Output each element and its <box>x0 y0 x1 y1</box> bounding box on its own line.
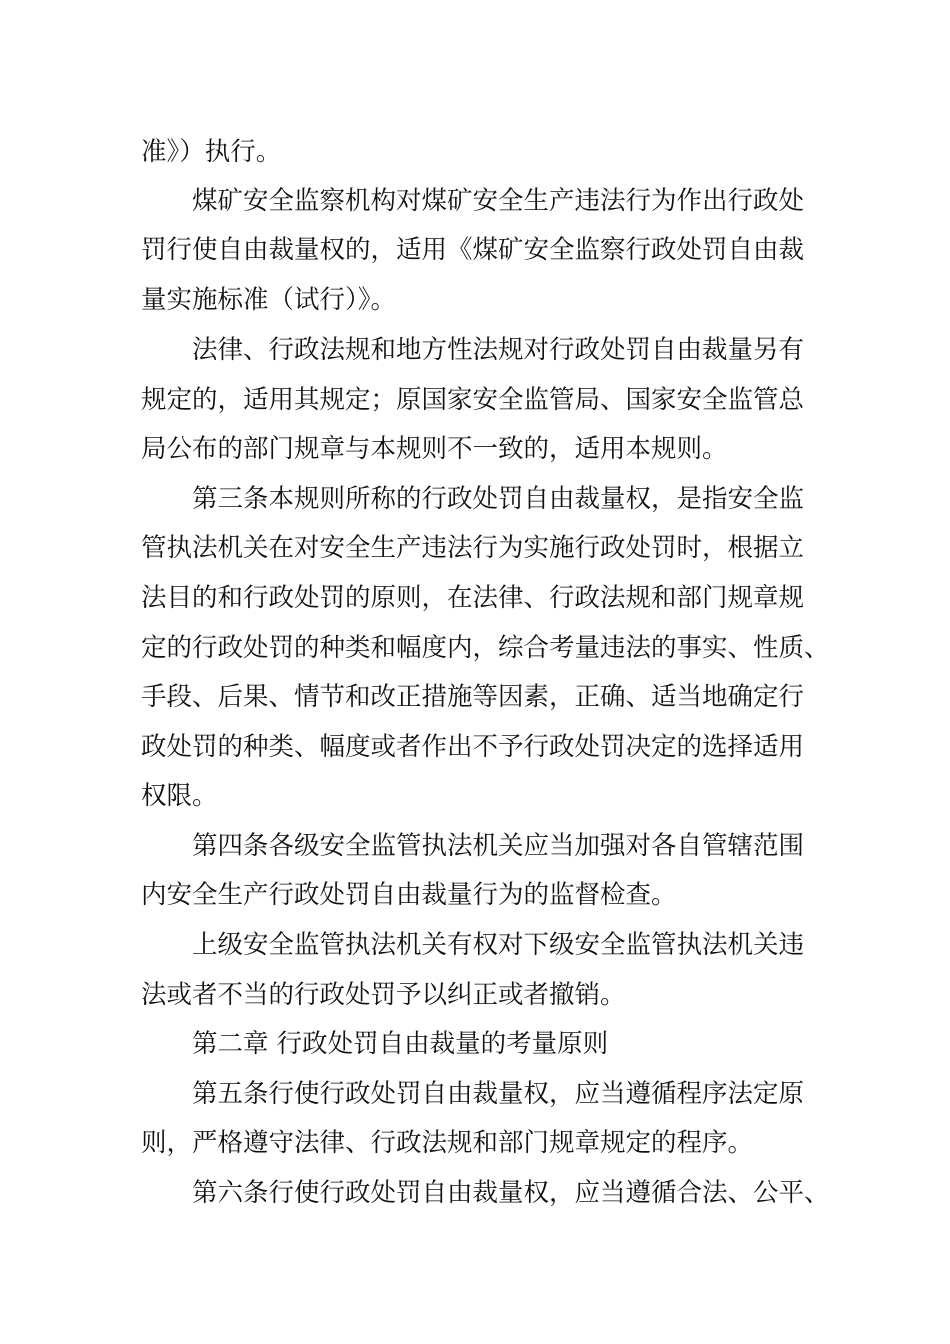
text-line: 权限。 <box>141 781 218 811</box>
text-line: 管执法机关在对安全生产违法行为实施行政处罚时，根据立 <box>141 533 805 563</box>
paragraph-first-line: 第五条行使行政处罚自由裁量权，应当遵循程序法定原 <box>192 1079 805 1109</box>
text-line: 量实施标准（试行）》。 <box>141 285 397 315</box>
text-line: 政处罚的种类、幅度或者作出不予行政处罚决定的选择适用 <box>141 732 805 762</box>
text-line: 内安全生产行政处罚自由裁量行为的监督检查。 <box>141 880 677 910</box>
paragraph-first-line: 煤矿安全监察机构对煤矿安全生产违法行为作出行政处 <box>192 186 805 216</box>
text-line: 局公布的部门规章与本规则不一致的，适用本规则。 <box>141 434 728 464</box>
paragraph-first-line: 第四条各级安全监管执法机关应当加强对各自管辖范围 <box>192 831 805 861</box>
text-line: 定的行政处罚的种类和幅度内，综合考量违法的事实、性质、 <box>141 633 830 663</box>
paragraph-first-line: 法律、行政法规和地方性法规对行政处罚自由裁量另有 <box>192 335 805 365</box>
text-line: 准》）执行。 <box>141 137 282 167</box>
paragraph-first-line: 上级安全监管执法机关有权对下级安全监管执法机关违 <box>192 930 805 960</box>
text-line: 法目的和行政处罚的原则，在法律、行政法规和部门规章规 <box>141 583 805 613</box>
text-line: 规定的，适用其规定；原国家安全监管局、国家安全监管总 <box>141 385 805 415</box>
chapter-heading: 第二章 行政处罚自由裁量的考量原则 <box>192 1029 609 1059</box>
text-line: 罚行使自由裁量权的，适用《煤矿安全监察行政处罚自由裁 <box>141 235 805 265</box>
text-line: 法或者不当的行政处罚予以纠正或者撤销。 <box>141 980 626 1010</box>
text-line: 则，严格遵守法律、行政法规和部门规章规定的程序。 <box>141 1128 754 1158</box>
paragraph-first-line: 第六条行使行政处罚自由裁量权，应当遵循合法、公平、 <box>192 1178 830 1208</box>
text-line: 手段、后果、情节和改正措施等因素，正确、适当地确定行 <box>141 682 805 712</box>
paragraph-first-line: 第三条本规则所称的行政处罚自由裁量权，是指安全监 <box>192 484 805 514</box>
